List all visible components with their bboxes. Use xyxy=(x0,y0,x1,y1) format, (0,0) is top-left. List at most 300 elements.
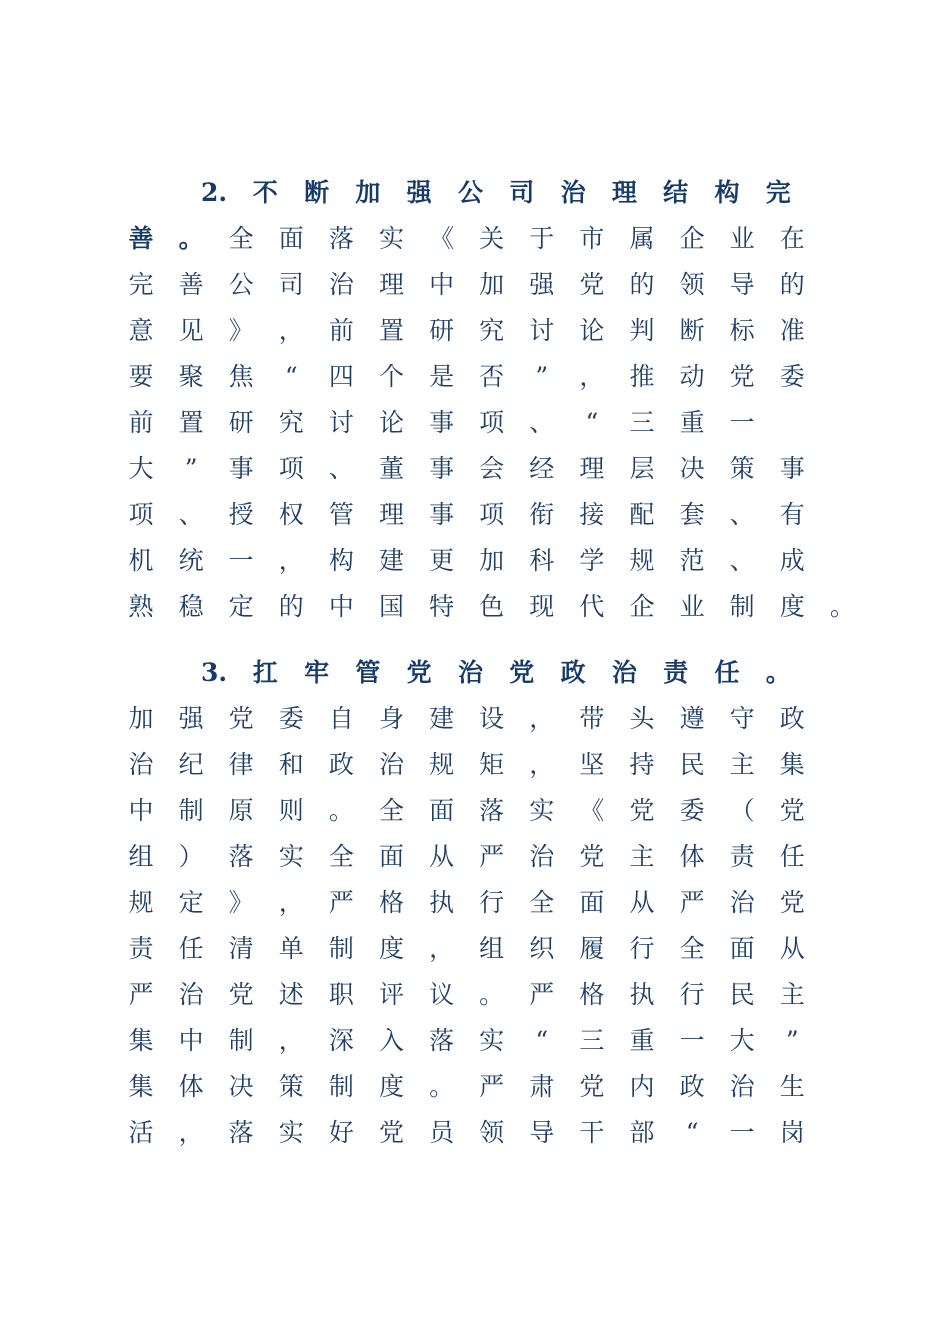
text-char: 加 xyxy=(355,178,381,207)
text-char: 结 xyxy=(663,178,689,207)
text-char: 制 xyxy=(228,1026,254,1055)
text-char: 。 xyxy=(429,1072,455,1101)
text-char: 断 xyxy=(679,316,705,345)
text-char: 治 xyxy=(611,658,637,687)
text-char: 层 xyxy=(629,454,655,483)
text-char: 特 xyxy=(429,592,455,621)
text-char: 中 xyxy=(178,1026,204,1055)
text-char: 原 xyxy=(228,796,254,825)
text-char: 理 xyxy=(579,454,605,483)
text-char: 。 xyxy=(178,224,204,253)
text-char: 。 xyxy=(829,592,855,621)
text-char: 强 xyxy=(406,178,432,207)
text-char: 则 xyxy=(278,796,304,825)
text-char: 衔 xyxy=(529,500,555,529)
text-char: 政 xyxy=(560,658,586,687)
text-char: 度 xyxy=(779,592,805,621)
text-char: 研 xyxy=(228,408,254,437)
text-char: 的 xyxy=(779,270,805,299)
text-char: 领 xyxy=(479,1118,505,1147)
text-char: 的 xyxy=(629,270,655,299)
text-char: 前 xyxy=(128,408,154,437)
text-char: 代 xyxy=(579,592,605,621)
text-char: （ xyxy=(729,796,755,825)
text-char: 成 xyxy=(779,546,805,575)
paragraph-line xyxy=(0,222,950,268)
text-char: 企 xyxy=(679,224,705,253)
text-char: 从 xyxy=(429,842,455,871)
text-char: 大 xyxy=(729,1026,755,1055)
text-char: 构 xyxy=(328,546,354,575)
text-char: 主 xyxy=(779,980,805,1009)
text-char: 员 xyxy=(429,1118,455,1147)
text-char: 活 xyxy=(128,1118,154,1147)
text-char: 事 xyxy=(429,408,455,437)
text-char: 要 xyxy=(128,362,154,391)
text-char: 理 xyxy=(378,500,404,529)
text-char: 研 xyxy=(429,316,455,345)
text-char: 职 xyxy=(328,980,354,1009)
text-char: 民 xyxy=(729,980,755,1009)
paragraph-line xyxy=(0,748,950,794)
text-char: ， xyxy=(429,934,455,963)
text-char: 动 xyxy=(679,362,705,391)
text-char: 、 xyxy=(529,408,555,437)
text-char: 责 xyxy=(729,842,755,871)
text-char: 善 xyxy=(128,224,154,253)
text-char: 述 xyxy=(278,980,304,1009)
text-char: 落 xyxy=(228,1118,254,1147)
text-char: 重 xyxy=(629,1026,655,1055)
paragraph-line xyxy=(0,978,950,1024)
text-char: ， xyxy=(529,750,555,779)
text-char: 干 xyxy=(579,1118,605,1147)
text-char: 集 xyxy=(779,750,805,779)
text-char: 焦 xyxy=(228,362,254,391)
text-char: ， xyxy=(178,1118,204,1147)
text-char: 岗 xyxy=(779,1118,805,1147)
text-char: 严 xyxy=(479,1072,505,1101)
text-char: 一 xyxy=(729,408,755,437)
text-char: 党 xyxy=(579,1072,605,1101)
text-char: 董 xyxy=(378,454,404,483)
text-char: 稳 xyxy=(178,592,204,621)
text-char: 完 xyxy=(765,178,791,207)
text-char: 讨 xyxy=(529,316,555,345)
text-char: 严 xyxy=(128,980,154,1009)
text-char: 见 xyxy=(178,316,204,345)
text-char: 党 xyxy=(579,270,605,299)
text-char: 策 xyxy=(278,1072,304,1101)
text-char: 个 xyxy=(378,362,404,391)
text-char: ） xyxy=(178,842,204,871)
text-char: 实 xyxy=(378,224,404,253)
text-char: 定 xyxy=(178,888,204,917)
text-char: 置 xyxy=(178,408,204,437)
text-char: ， xyxy=(278,1026,304,1055)
text-char: 项 xyxy=(128,500,154,529)
text-char: 熟 xyxy=(128,592,154,621)
text-char: 全 xyxy=(228,224,254,253)
text-char: 否 xyxy=(479,362,505,391)
text-char: 身 xyxy=(378,704,404,733)
text-char: 经 xyxy=(529,454,555,483)
text-char: ， xyxy=(278,546,304,575)
text-char: 党 xyxy=(629,796,655,825)
text-char: 党 xyxy=(228,704,254,733)
text-char: 讨 xyxy=(328,408,354,437)
text-char: 和 xyxy=(278,750,304,779)
text-char: 民 xyxy=(679,750,705,779)
text-char: 在 xyxy=(779,224,805,253)
text-char: 意 xyxy=(128,316,154,345)
text-char: 不 xyxy=(252,178,278,207)
text-char: 委 xyxy=(779,362,805,391)
text-char: 规 xyxy=(128,888,154,917)
paragraph-line xyxy=(0,268,950,314)
text-char: 行 xyxy=(479,888,505,917)
text-char: 授 xyxy=(228,500,254,529)
text-char: 、 xyxy=(328,454,354,483)
text-char: 面 xyxy=(579,888,605,917)
section-heading-line xyxy=(0,176,950,222)
text-char: 中 xyxy=(328,592,354,621)
text-char: 治 xyxy=(457,658,483,687)
text-char: 扛 xyxy=(252,658,278,687)
text-char: 制 xyxy=(729,592,755,621)
text-char: 机 xyxy=(128,546,154,575)
text-char: 织 xyxy=(529,934,555,963)
text-char: 律 xyxy=(228,750,254,779)
text-char: “ xyxy=(535,1026,549,1055)
text-char: 带 xyxy=(579,704,605,733)
text-char: 、 xyxy=(729,546,755,575)
text-char: 执 xyxy=(629,980,655,1009)
text-char: 范 xyxy=(679,546,705,575)
text-char: 行 xyxy=(629,934,655,963)
paragraph-line xyxy=(0,1070,950,1116)
text-char: 》 xyxy=(228,888,254,917)
text-char: 聚 xyxy=(178,362,204,391)
text-char: 加 xyxy=(128,704,154,733)
text-char: 加 xyxy=(479,270,505,299)
text-char: 统 xyxy=(178,546,204,575)
text-char: 全 xyxy=(529,888,555,917)
text-char: 论 xyxy=(579,316,605,345)
paragraph-line xyxy=(0,1116,950,1162)
text-char: 标 xyxy=(729,316,755,345)
text-char: 事 xyxy=(228,454,254,483)
text-char: 色 xyxy=(479,592,505,621)
text-char: 落 xyxy=(479,796,505,825)
text-char: 加 xyxy=(479,546,505,575)
text-char: 治 xyxy=(729,888,755,917)
text-char: 党 xyxy=(729,362,755,391)
text-char: 行 xyxy=(679,980,705,1009)
text-char: 任 xyxy=(779,842,805,871)
text-char: 前 xyxy=(328,316,354,345)
text-char: 评 xyxy=(378,980,404,1009)
section-heading-line xyxy=(0,656,950,702)
text-char: 设 xyxy=(479,704,505,733)
text-char: 党 xyxy=(509,658,535,687)
text-char: 三 xyxy=(629,408,655,437)
text-char: 属 xyxy=(629,224,655,253)
text-char: 守 xyxy=(729,704,755,733)
text-char: 集 xyxy=(128,1072,154,1101)
text-char: 深 xyxy=(328,1026,354,1055)
text-char: 中 xyxy=(429,270,455,299)
text-char: 制 xyxy=(328,934,354,963)
text-char: 全 xyxy=(328,842,354,871)
text-char: 落 xyxy=(429,1026,455,1055)
text-char: 论 xyxy=(378,408,404,437)
text-char: 事 xyxy=(429,500,455,529)
text-char: 治 xyxy=(529,842,555,871)
text-char: 《 xyxy=(429,224,455,253)
text-char: 政 xyxy=(779,704,805,733)
text-char: 遵 xyxy=(679,704,705,733)
text-char: 导 xyxy=(729,270,755,299)
text-char: 治 xyxy=(328,270,354,299)
text-char: 实 xyxy=(529,796,555,825)
text-char: 从 xyxy=(779,934,805,963)
text-char: 有 xyxy=(779,500,805,529)
text-char: 理 xyxy=(378,270,404,299)
text-char: 项 xyxy=(479,500,505,529)
text-char: 党 xyxy=(378,1118,404,1147)
paragraph-line xyxy=(0,590,950,636)
text-char: 从 xyxy=(629,888,655,917)
paragraph-line xyxy=(0,932,950,978)
text-char: 牢 xyxy=(304,658,330,687)
text-char: 党 xyxy=(779,888,805,917)
text-char: 好 xyxy=(328,1118,354,1147)
text-char: 准 xyxy=(779,316,805,345)
text-char: 度 xyxy=(378,934,404,963)
text-char: 履 xyxy=(579,934,605,963)
text-char: 集 xyxy=(128,1026,154,1055)
paragraph-line xyxy=(0,360,950,406)
text-char: 业 xyxy=(679,592,705,621)
text-char: ” xyxy=(535,362,549,391)
text-char: 管 xyxy=(355,658,381,687)
text-char: 矩 xyxy=(479,750,505,779)
text-char: 内 xyxy=(629,1072,655,1101)
text-char: 面 xyxy=(429,796,455,825)
paragraph-line xyxy=(0,544,950,590)
text-char: ” xyxy=(184,454,198,483)
text-char: 主 xyxy=(629,842,655,871)
text-char: 管 xyxy=(328,500,354,529)
text-char: ” xyxy=(785,1026,799,1055)
text-char: 领 xyxy=(679,270,705,299)
text-char: 导 xyxy=(529,1118,555,1147)
text-char: 治 xyxy=(178,980,204,1009)
paragraph-line xyxy=(0,498,950,544)
text-char: 建 xyxy=(378,546,404,575)
text-char: 的 xyxy=(278,592,304,621)
text-char: 四 xyxy=(328,362,354,391)
text-char: 、 xyxy=(729,500,755,529)
text-char: 主 xyxy=(729,750,755,779)
text-char: 配 xyxy=(629,500,655,529)
text-char: 大 xyxy=(128,454,154,483)
text-char: 责 xyxy=(663,658,689,687)
paragraph-line xyxy=(0,452,950,498)
text-char: 落 xyxy=(328,224,354,253)
text-char: 委 xyxy=(278,704,304,733)
text-char: 治 xyxy=(729,1072,755,1101)
text-char: 善 xyxy=(178,270,204,299)
text-char: 面 xyxy=(729,934,755,963)
text-char: 会 xyxy=(479,454,505,483)
text-char: 执 xyxy=(429,888,455,917)
text-char: 理 xyxy=(611,178,637,207)
text-char: 持 xyxy=(629,750,655,779)
text-char: 治 xyxy=(378,750,404,779)
text-char: 强 xyxy=(529,270,555,299)
text-char: ， xyxy=(278,888,304,917)
text-char: 企 xyxy=(629,592,655,621)
text-char: 单 xyxy=(278,934,304,963)
text-char: 项 xyxy=(479,408,505,437)
text-char: 格 xyxy=(579,980,605,1009)
text-char: 制 xyxy=(328,1072,354,1101)
text-char: 制 xyxy=(178,796,204,825)
paragraph-line xyxy=(0,1024,950,1070)
text-char: 一 xyxy=(228,546,254,575)
text-char: 完 xyxy=(128,270,154,299)
text-char: 。 xyxy=(479,980,505,1009)
text-char: 究 xyxy=(479,316,505,345)
text-char: “ xyxy=(685,1118,699,1147)
text-char: 决 xyxy=(228,1072,254,1101)
text-char: 权 xyxy=(278,500,304,529)
text-char: 责 xyxy=(128,934,154,963)
text-char: 一 xyxy=(679,1026,705,1055)
text-char: 公 xyxy=(457,178,483,207)
text-char: 定 xyxy=(228,592,254,621)
text-char: 项 xyxy=(278,454,304,483)
text-char: 面 xyxy=(378,842,404,871)
text-char: 肃 xyxy=(529,1072,555,1101)
text-char: 关 xyxy=(479,224,505,253)
text-char: 党 xyxy=(779,796,805,825)
paragraph-line xyxy=(0,886,950,932)
paragraph-line xyxy=(0,702,950,748)
text-char: 落 xyxy=(228,842,254,871)
text-char: 党 xyxy=(579,842,605,871)
text-char: 策 xyxy=(729,454,755,483)
text-char: 党 xyxy=(406,658,432,687)
text-char: 坚 xyxy=(579,750,605,779)
paragraph-line xyxy=(0,794,950,840)
text-char: 面 xyxy=(278,224,304,253)
text-char: 严 xyxy=(479,842,505,871)
text-char: 自 xyxy=(328,704,354,733)
text-char: 。 xyxy=(328,796,354,825)
text-char: ， xyxy=(529,704,555,733)
text-char: 司 xyxy=(509,178,535,207)
text-char: 学 xyxy=(579,546,605,575)
text-char: 头 xyxy=(629,704,655,733)
text-char: 实 xyxy=(278,842,304,871)
text-char: 现 xyxy=(529,592,555,621)
text-char: 全 xyxy=(378,796,404,825)
text-char: 组 xyxy=(479,934,505,963)
text-char: 重 xyxy=(679,408,705,437)
text-char: 格 xyxy=(378,888,404,917)
text-char: 体 xyxy=(178,1072,204,1101)
text-char: 接 xyxy=(579,500,605,529)
text-char: 清 xyxy=(228,934,254,963)
text-char: 生 xyxy=(779,1072,805,1101)
text-char: 》 xyxy=(228,316,254,345)
paragraph-line xyxy=(0,406,950,452)
text-char: 推 xyxy=(629,362,655,391)
text-char: 规 xyxy=(429,750,455,779)
text-char: 判 xyxy=(629,316,655,345)
text-char: 建 xyxy=(429,704,455,733)
text-char: ， xyxy=(579,362,605,391)
text-char: 更 xyxy=(429,546,455,575)
text-char: 套 xyxy=(679,500,705,529)
text-char: 国 xyxy=(378,592,404,621)
text-char: 。 xyxy=(765,658,791,687)
text-char: 议 xyxy=(429,980,455,1009)
text-char: 实 xyxy=(278,1118,304,1147)
text-char: 是 xyxy=(429,362,455,391)
text-char: 中 xyxy=(128,796,154,825)
text-char: 科 xyxy=(529,546,555,575)
text-char: 治 xyxy=(560,178,586,207)
text-char: 决 xyxy=(679,454,705,483)
text-char: 2. xyxy=(200,178,228,207)
text-char: 党 xyxy=(228,980,254,1009)
text-char: 事 xyxy=(429,454,455,483)
text-char: 司 xyxy=(278,270,304,299)
text-char: 公 xyxy=(228,270,254,299)
text-char: 一 xyxy=(729,1118,755,1147)
text-char: 实 xyxy=(479,1026,505,1055)
text-char: 3. xyxy=(200,658,228,687)
text-char: 构 xyxy=(714,178,740,207)
text-char: 业 xyxy=(729,224,755,253)
text-char: 纪 xyxy=(178,750,204,779)
text-char: 严 xyxy=(328,888,354,917)
text-char: 任 xyxy=(714,658,740,687)
text-char: 、 xyxy=(178,500,204,529)
text-char: 市 xyxy=(579,224,605,253)
text-char: 度 xyxy=(378,1072,404,1101)
text-char: 规 xyxy=(629,546,655,575)
text-char: 三 xyxy=(579,1026,605,1055)
text-char: “ xyxy=(585,408,599,437)
text-char: 究 xyxy=(278,408,304,437)
text-char: 事 xyxy=(779,454,805,483)
text-char: 全 xyxy=(679,934,705,963)
text-char: 政 xyxy=(679,1072,705,1101)
text-char: 治 xyxy=(128,750,154,779)
text-char: 组 xyxy=(128,842,154,871)
text-char: “ xyxy=(284,362,298,391)
text-char: 《 xyxy=(579,796,605,825)
text-char: 断 xyxy=(304,178,330,207)
text-char: 强 xyxy=(178,704,204,733)
text-char: 政 xyxy=(328,750,354,779)
paragraph-line xyxy=(0,840,950,886)
